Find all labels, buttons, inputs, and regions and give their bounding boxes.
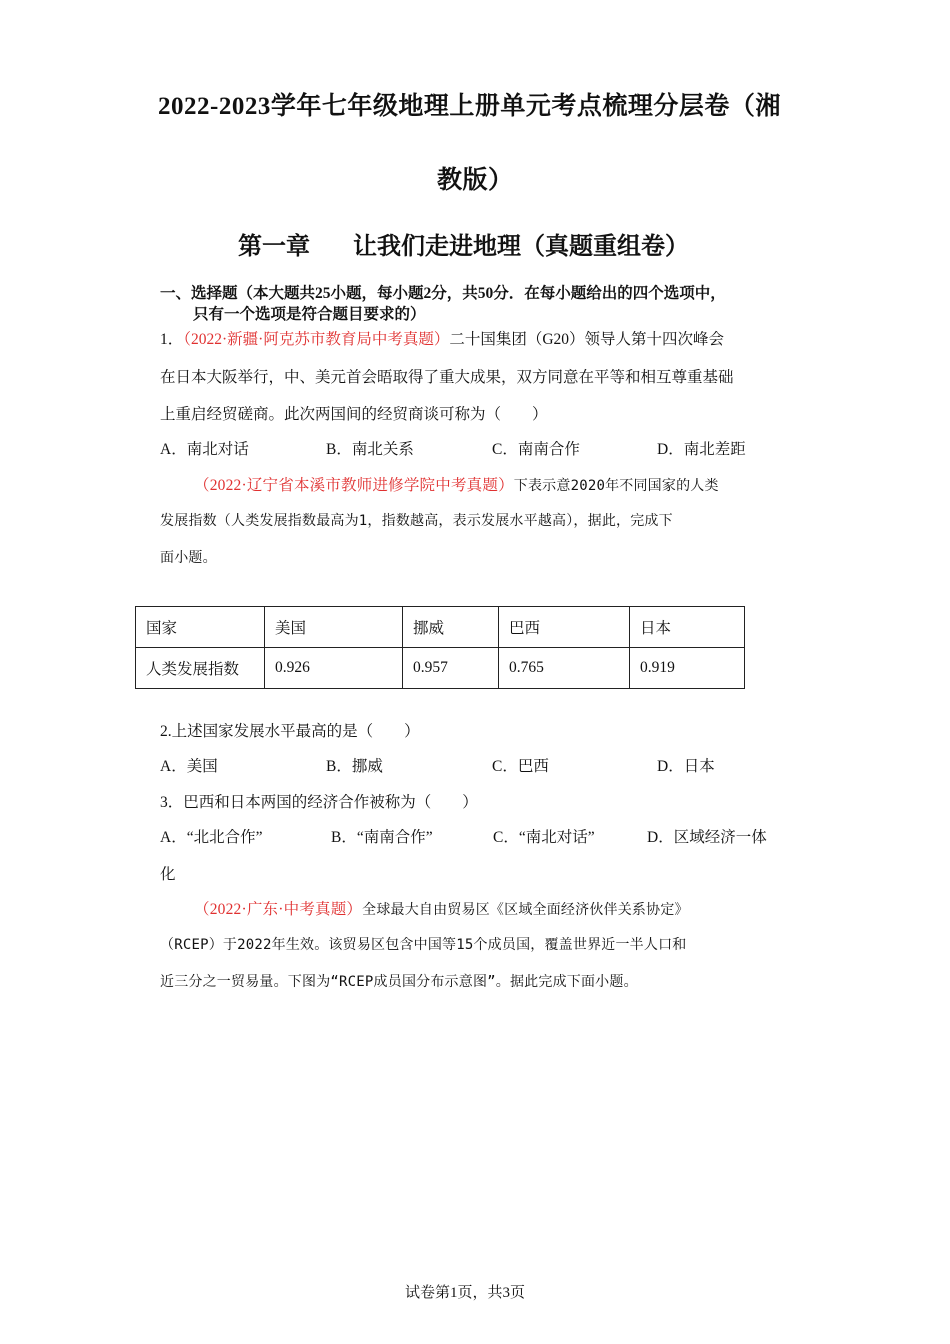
question-3-option-c: C．“南北对话” (493, 829, 595, 846)
question-1-option-c: C．南南合作 (492, 441, 580, 458)
question-1-line-1 (160, 327, 724, 349)
question-1-source: （2022·新疆·阿克苏市教育局中考真题） (183, 331, 450, 348)
question-2-option-d: D．日本 (657, 758, 715, 775)
question-1-option-d: D．南北差距 (657, 441, 746, 458)
question-1-option-a: A．南北对话 (160, 441, 249, 458)
intro-2-text-1: 下表示意2020年不同国家的人类 (513, 478, 719, 494)
question-1-option-b: B．南北关系 (326, 441, 414, 458)
table-row (136, 648, 745, 689)
question-1-line-3: 上重启经贸磋商。此次两国间的经贸商谈可称为（ ） (160, 406, 548, 423)
table-cell: 巴西 (499, 607, 630, 648)
table-cell: 人类发展指数 (136, 648, 265, 689)
intro-4-text-1: 全球最大自由贸易区《区域全面经济伙伴关系协定》 (362, 902, 689, 918)
table-cell: 0.926 (265, 648, 403, 689)
table-cell: 国家 (136, 607, 265, 648)
section-heading-line-1: 一、选择题（本大题共25小题，每小题2分，共50分．在每小题给出的四个选项中， (160, 285, 726, 302)
question-2-option-b: B．挪威 (326, 758, 383, 775)
intro-4-line-1 (194, 897, 689, 919)
question-3-option-d-wrap: 化 (160, 866, 176, 883)
title-line-1: 2022-2023学年七年级地理上册单元考点梳理分层卷（湘 (158, 93, 781, 120)
intro-4-line-3: 近三分之一贸易量。下图为“RCEP成员国分布示意图”。据此完成下面小题。 (160, 974, 638, 990)
table-cell: 美国 (265, 607, 403, 648)
chapter-number: 第一章 (238, 234, 310, 260)
question-1-text-1: 二十国集团（G20）领导人第十四次峰会 (449, 331, 725, 348)
question-2-option-a: A．美国 (160, 758, 218, 775)
table-cell: 日本 (630, 607, 745, 648)
table-cell: 0.957 (403, 648, 499, 689)
question-1-line-2: 在日本大阪举行，中、美元首会晤取得了重大成果，双方同意在平等和相互尊重基础 (160, 369, 734, 386)
hdi-table (135, 606, 745, 689)
intro-4-line-2: （RCEP）于2022年生效。该贸易区包含中国等15个成员国，覆盖世界近一半人口和 (160, 937, 687, 953)
question-3-text: 3．巴西和日本两国的经济合作被称为（ ） (160, 794, 478, 811)
question-1-number: 1． (160, 331, 184, 348)
section-heading-line-2: 只有一个选项是符合题目要求的） (193, 306, 426, 323)
chapter-title: 让我们走进地理（真题重组卷） (353, 234, 689, 260)
table-cell: 0.919 (630, 648, 745, 689)
table-cell: 0.765 (499, 648, 630, 689)
question-3-option-d: D．区域经济一体 (647, 829, 767, 846)
intro-2-source: （2022·辽宁省本溪市教师进修学院中考真题） (194, 477, 514, 494)
intro-2-line-1 (194, 473, 719, 495)
question-3-option-a: A．“北北合作” (160, 829, 263, 846)
question-2-text: 2.上述国家发展水平最高的是（ ） (160, 723, 420, 740)
table-cell: 挪威 (403, 607, 499, 648)
question-3-option-b: B．“南南合作” (331, 829, 433, 846)
page-footer: 试卷第1页，共3页 (405, 1285, 526, 1301)
title-line-2: 教版） (437, 167, 514, 194)
question-2-option-c: C．巴西 (492, 758, 549, 775)
intro-2-line-3: 面小题。 (160, 550, 217, 566)
table-header-row (136, 607, 745, 648)
intro-4-source: （2022·广东·中考真题） (194, 901, 363, 918)
intro-2-line-2: 发展指数（人类发展指数最高为1，指数越高，表示发展水平越高），据此，完成下 (160, 513, 673, 529)
